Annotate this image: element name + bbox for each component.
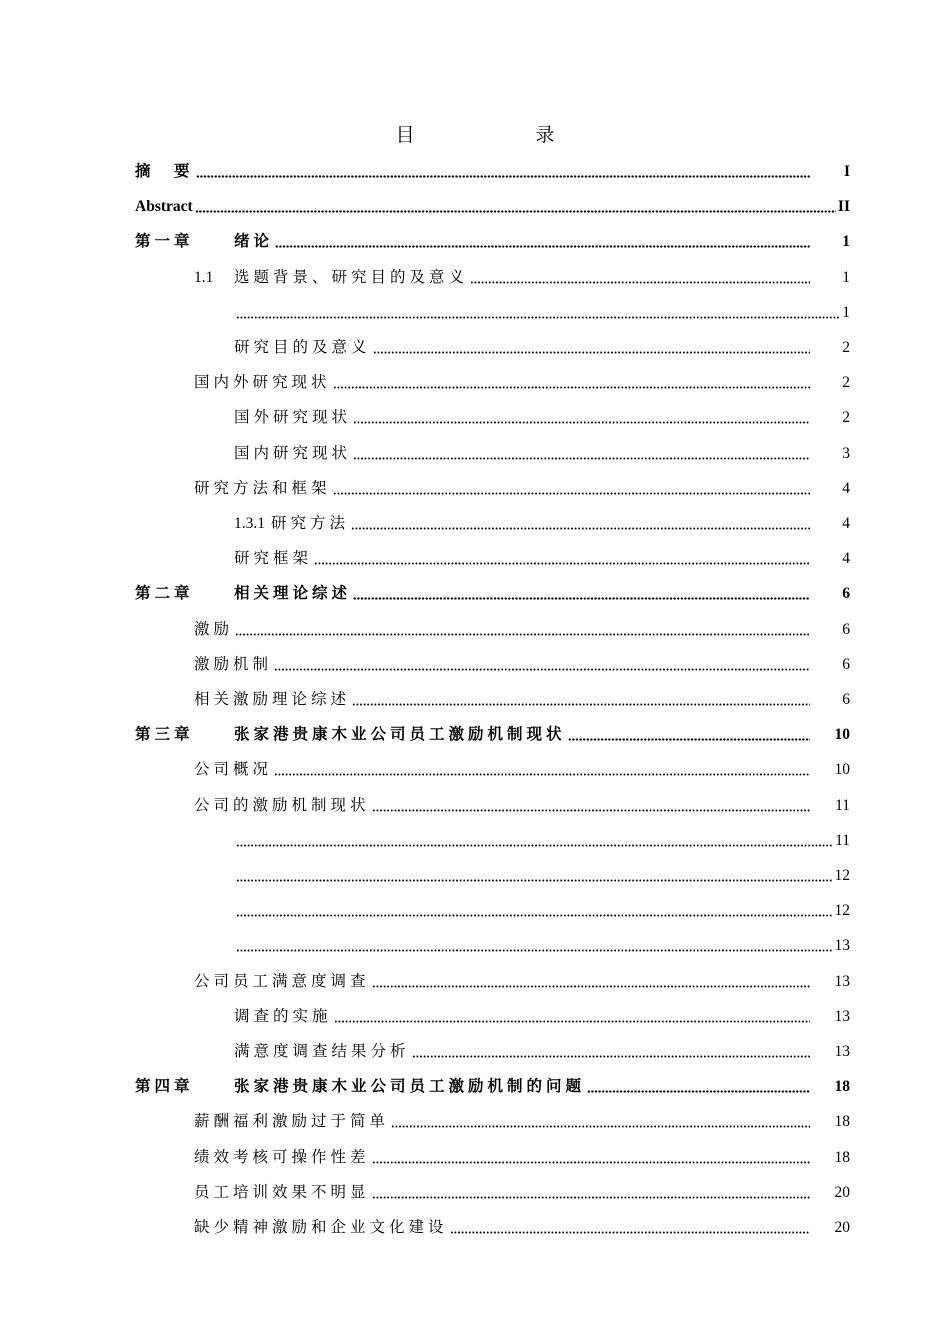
toc-entry[interactable]: [234, 408, 850, 428]
toc-entry-title: 研究框架: [234, 550, 313, 568]
toc-entry[interactable]: [135, 1077, 850, 1097]
toc-entry-title: 相关理论综述: [234, 585, 352, 603]
toc-entry-number: 第二章: [135, 585, 194, 603]
dot-leader: [373, 351, 810, 354]
toc-entry[interactable]: [234, 444, 850, 464]
dot-leader: [353, 457, 810, 460]
dot-leader: [333, 492, 810, 495]
toc-entry[interactable]: [194, 1148, 850, 1168]
toc-entry[interactable]: [194, 268, 850, 288]
dot-leader: [372, 809, 810, 812]
toc-entry-page-number: 20: [834, 1219, 850, 1236]
toc-entry-page-number: 11: [835, 831, 850, 849]
dot-leader: [372, 985, 810, 988]
toc-entry-title: 相关激励理论综述: [194, 691, 351, 708]
dot-leader: [236, 316, 840, 319]
dot-leader: [568, 738, 810, 741]
dot-leader: [372, 1196, 810, 1199]
dot-leader: [351, 527, 810, 530]
toc-entry-title: 公司员工满意度调查: [194, 972, 370, 990]
dot-leader: [274, 773, 810, 776]
dot-leader: [275, 245, 810, 248]
toc-entry-page-number: 18: [834, 1078, 850, 1096]
toc-entry-title: 绪论: [234, 233, 274, 251]
dot-leader: [274, 668, 810, 671]
toc-entry-page-number: 13: [834, 972, 850, 990]
toc-entry[interactable]: [194, 760, 850, 780]
toc-entry-page-number: 10: [834, 761, 850, 779]
dot-leader: [353, 421, 810, 424]
dot-leader: [314, 562, 810, 565]
toc-entry-title: 选题背景、研究目的及意义: [234, 268, 469, 286]
toc-entry[interactable]: [234, 901, 850, 921]
toc-entry-page-number: 6: [842, 585, 850, 603]
toc-entry-title: 研究方法: [271, 515, 350, 532]
toc-entry-title: 调查的实施: [234, 1007, 332, 1025]
dot-leader: [236, 949, 833, 952]
toc-entry[interactable]: [234, 831, 850, 851]
toc-entry[interactable]: [135, 725, 850, 745]
dot-leader: [334, 1020, 810, 1023]
toc-entry-title: 国内研究现状: [234, 444, 352, 462]
toc-entry-page-number: 13: [834, 1043, 850, 1060]
toc-entry-page-number: 11: [835, 796, 850, 814]
toc-entry-page-number: 12: [834, 867, 850, 884]
toc-entry-page-number: 6: [842, 655, 850, 673]
toc-entry-title: 绩效考核可操作性差: [194, 1148, 370, 1166]
toc-entry[interactable]: [234, 549, 850, 569]
toc-entry[interactable]: [135, 232, 850, 252]
toc-entry-page-number: 1: [842, 233, 850, 251]
toc-entry-page-number: 2: [842, 409, 850, 427]
toc-entry[interactable]: [194, 479, 850, 499]
toc-entry[interactable]: [234, 303, 850, 323]
toc-entry[interactable]: [234, 1007, 850, 1027]
toc-entry-title: 薪酬福利激励过于简单: [194, 1113, 390, 1131]
toc-entry[interactable]: [194, 373, 850, 393]
dot-leader: [196, 175, 810, 178]
toc-entry-title: 缺少精神激励和企业文化建设: [194, 1219, 448, 1236]
toc-entry-title: 激励: [194, 620, 234, 638]
dot-leader: [352, 703, 810, 706]
toc-entry[interactable]: [234, 936, 850, 956]
toc-entry-page-number: 2: [842, 339, 850, 356]
dot-leader: [412, 1055, 810, 1058]
toc-entry-page-number: 18: [834, 1113, 850, 1131]
toc-entry-title: 公司的激励机制现状: [194, 796, 370, 814]
toc-entry-page-number: 1: [842, 268, 850, 286]
toc-entry-page-number: 4: [842, 479, 850, 497]
toc-entry[interactable]: [194, 620, 850, 640]
toc-entry[interactable]: [194, 972, 850, 992]
toc-entry-title: 研究目的及意义: [234, 339, 371, 356]
toc-entry-page-number: 18: [834, 1148, 850, 1166]
toc-entry-title: 张家港贵康木业公司员工激励机制现状: [234, 726, 566, 744]
toc-entry-page-number: 13: [834, 937, 850, 955]
toc-entry[interactable]: [135, 197, 850, 217]
toc-entry-page-number: 6: [842, 691, 850, 708]
toc-entry[interactable]: [194, 1112, 850, 1132]
toc-entry-page-number: I: [843, 163, 850, 180]
toc-entry[interactable]: [194, 796, 850, 816]
toc-entry-number: 1.3.1: [234, 515, 265, 532]
toc-entry[interactable]: [135, 162, 850, 182]
dot-leader: [391, 1125, 810, 1128]
dot-leader: [236, 879, 833, 882]
toc-entry-page-number: 20: [834, 1183, 850, 1201]
toc-entry-page-number: II: [837, 198, 850, 216]
toc-entry-number: 1.1: [194, 268, 214, 286]
dot-leader: [470, 281, 810, 284]
dot-leader: [236, 914, 833, 917]
toc-entry[interactable]: [194, 1183, 850, 1203]
toc-entry-title: 激励机制: [194, 655, 273, 673]
page-title: 目 录: [395, 125, 613, 146]
toc-entry[interactable]: [234, 1042, 850, 1062]
toc-entry-title: 员工培训效果不明显: [194, 1183, 370, 1201]
toc-entry-page-number: 3: [842, 444, 850, 462]
dot-leader: [372, 1161, 810, 1164]
dot-leader: [353, 597, 810, 600]
toc-entry[interactable]: [234, 866, 850, 886]
dot-leader: [587, 1090, 810, 1093]
toc-entry-title: 满意度调查结果分析: [234, 1043, 410, 1060]
toc-entry-title: 研究方法和框架: [194, 479, 331, 497]
toc-entry-page-number: 1: [842, 303, 850, 321]
toc-entry-page-number: 12: [834, 902, 850, 920]
toc-entry-title: 国内外研究现状: [194, 374, 331, 392]
toc-entry[interactable]: [194, 655, 850, 675]
toc-entry-number: 第一章: [135, 233, 194, 251]
dot-leader: [450, 1231, 810, 1234]
toc-entry-number: 第四章: [135, 1078, 194, 1096]
dot-leader: [235, 633, 810, 636]
toc-entry-title: Abstract: [135, 198, 193, 216]
toc-entry-title: 公司概况: [194, 761, 273, 779]
dot-leader: [333, 386, 810, 389]
toc-entry-page-number: 4: [842, 550, 850, 568]
toc-entry-page-number: 13: [834, 1007, 850, 1025]
toc-entry-title: 国外研究现状: [234, 409, 352, 427]
toc-entry-number: 第三章: [135, 726, 194, 744]
toc-entry-page-number: 10: [834, 726, 850, 744]
dot-leader: [236, 844, 833, 847]
toc-entry-title: 张家港贵康木业公司员工激励机制的问题: [234, 1078, 586, 1096]
toc-entry-page-number: 2: [842, 374, 850, 392]
dot-leader: [195, 210, 836, 213]
toc-entry-title: 摘 要: [135, 163, 194, 180]
toc-entry[interactable]: [234, 338, 850, 358]
toc-entry[interactable]: [194, 690, 850, 710]
toc-entry[interactable]: [234, 514, 850, 534]
toc-entry[interactable]: [194, 1218, 850, 1238]
toc-entry-page-number: 6: [842, 620, 850, 638]
toc-entry[interactable]: [135, 584, 850, 604]
toc-entry-page-number: 4: [842, 515, 850, 532]
